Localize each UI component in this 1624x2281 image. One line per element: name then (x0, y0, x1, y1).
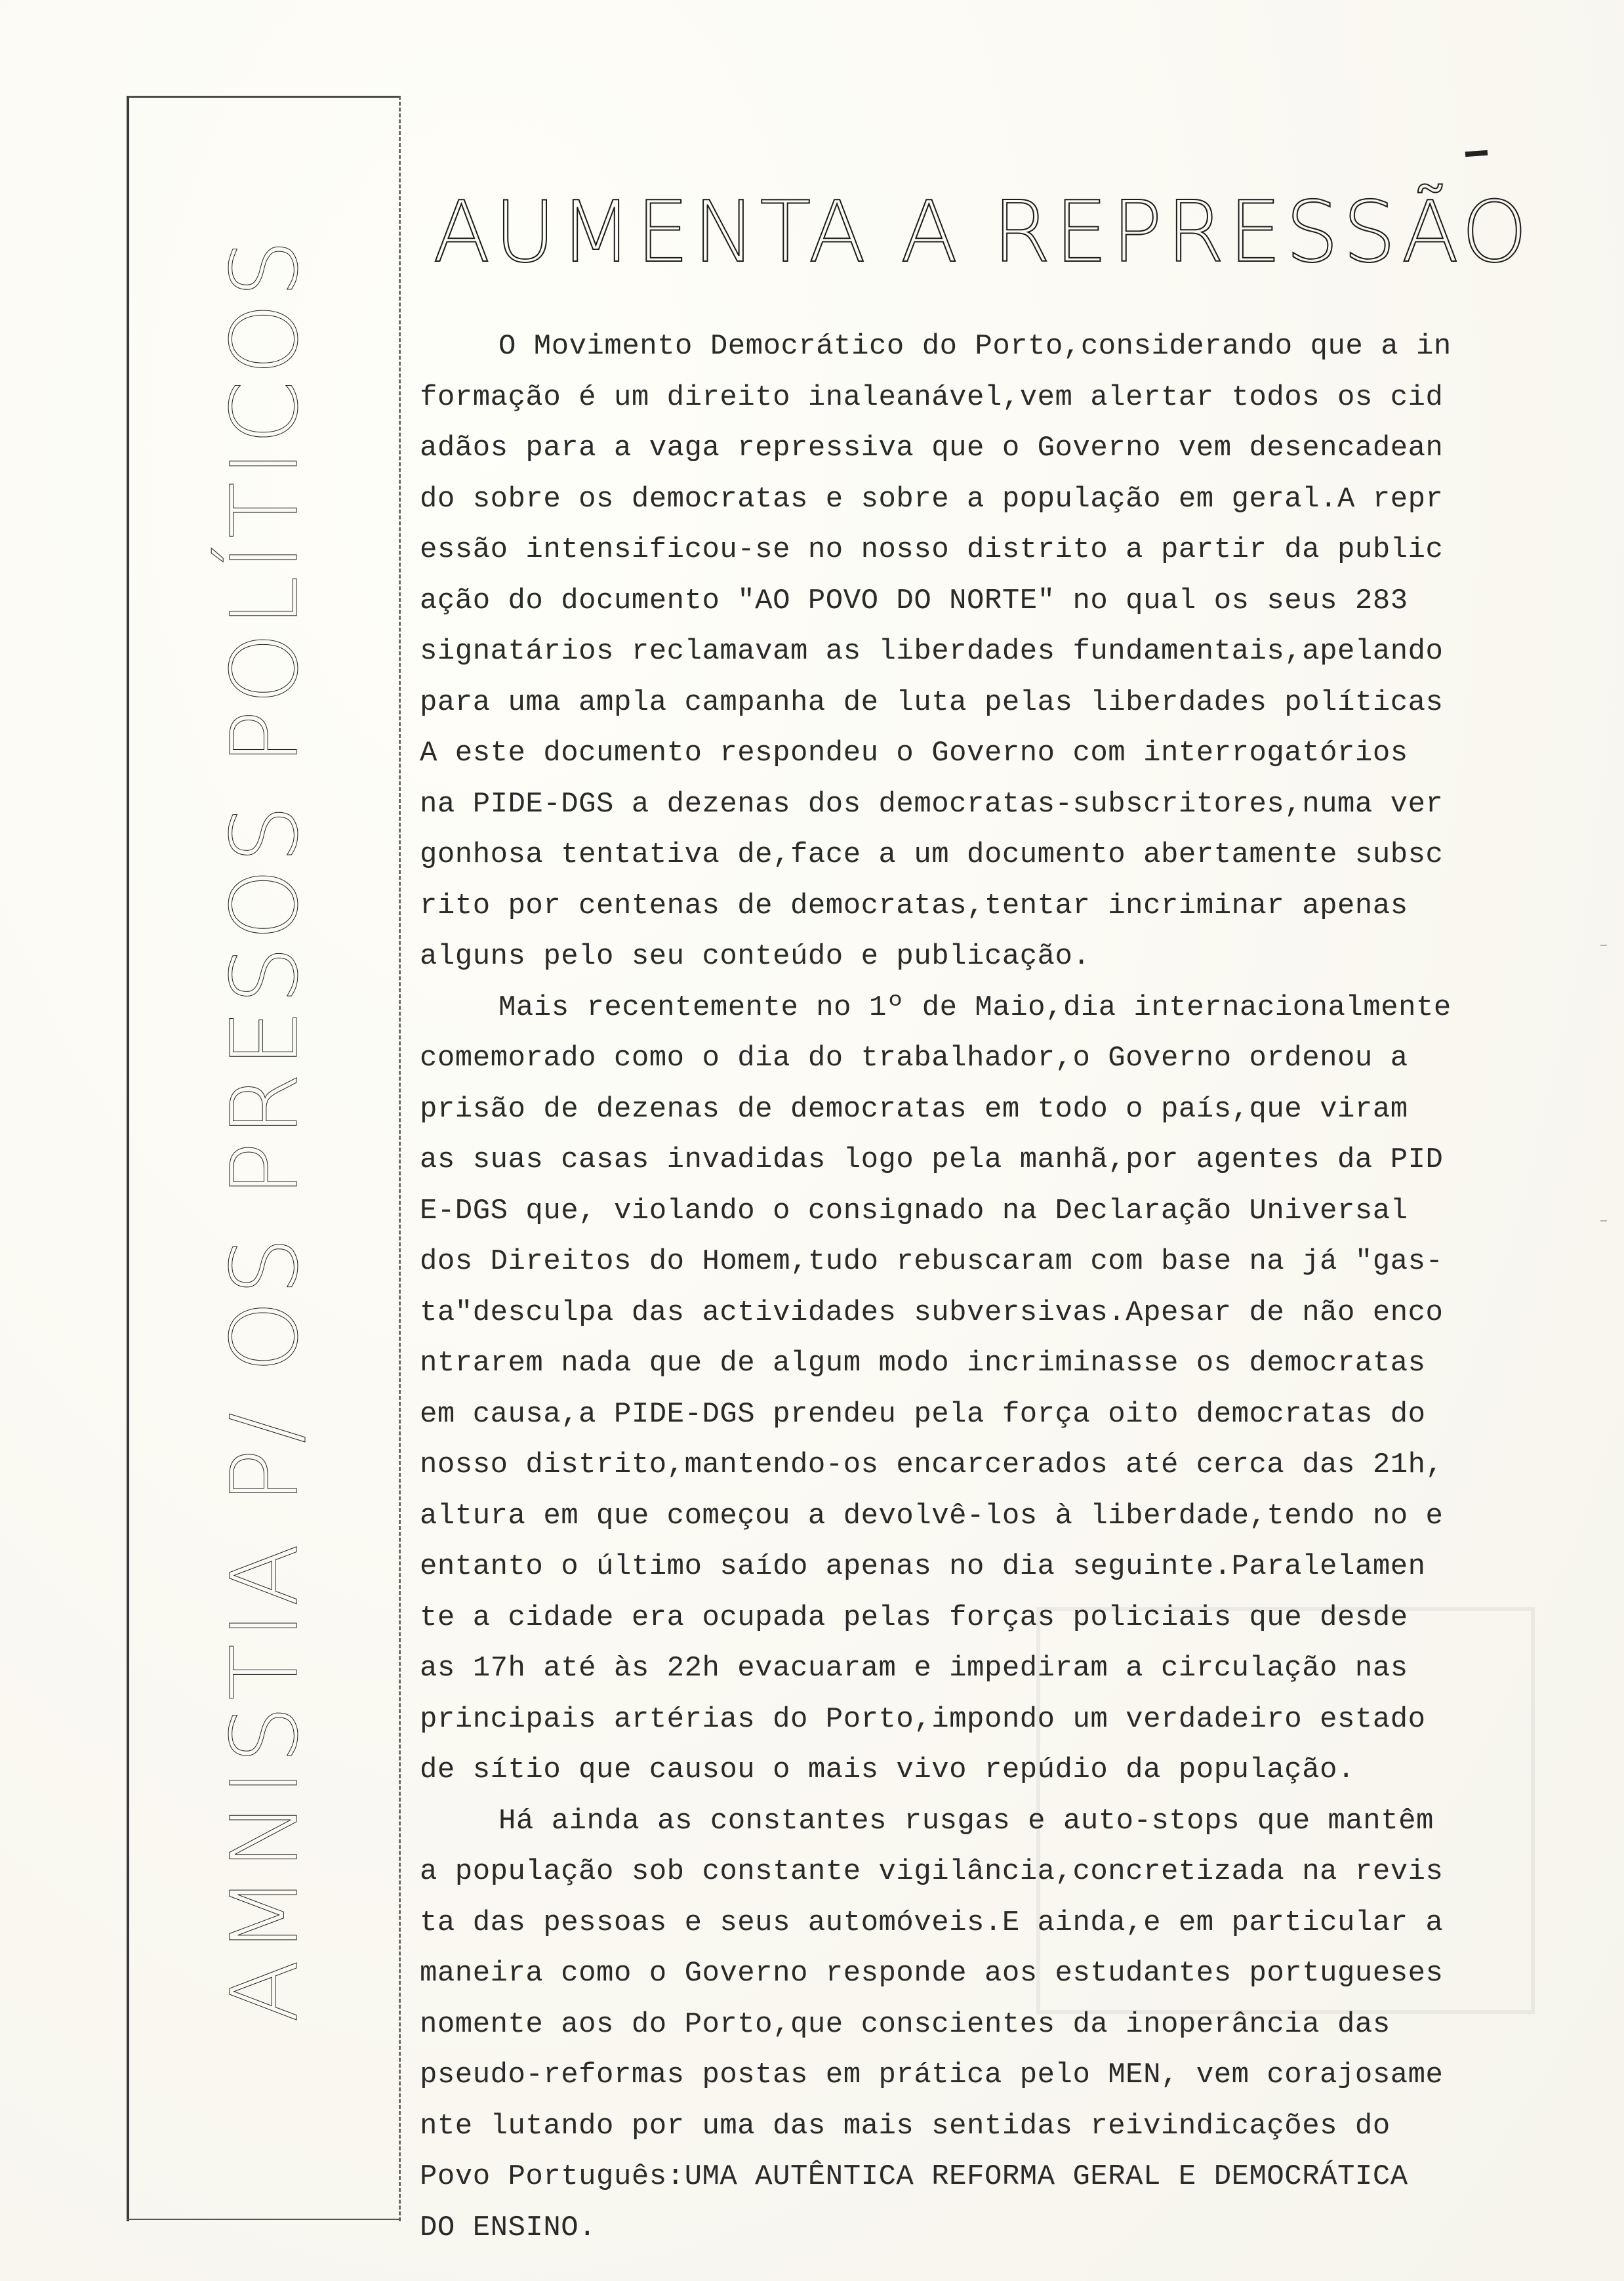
text-line: ta das pessoas e seus automóveis.E ainda,e em particular a (420, 1906, 1444, 1939)
body-text (420, 321, 1587, 2253)
text-line: A este documento respondeu o Governo com interrogatórios (420, 737, 1408, 770)
text-line: nomente aos do Porto,que conscientes da inoperância das (420, 2007, 1391, 2041)
text-line: do sobre os democratas e sobre a população em geral.A repr (420, 482, 1444, 516)
text-line: ntrarem nada que de algum modo incriminasse os democratas (420, 1347, 1426, 1380)
text-line: as 17h até às 22h evacuaram e impediram a circulação nas (420, 1652, 1408, 1685)
sidebar-frame-bottom (127, 2219, 401, 2220)
text-line: na PIDE-DGS a dezenas dos democratas-subscritores,numa ver (420, 787, 1444, 821)
text-line: pseudo-reformas postas em prática pelo MEN, vem corajosame (420, 2059, 1444, 2091)
margin-mark (1600, 1220, 1607, 1222)
text-line: em causa,a PIDE-DGS prendeu pela força oito democratas do (420, 1397, 1426, 1431)
text-line: alguns pelo seu conteúdo e publicação. (420, 940, 1091, 973)
text-line: as suas casas invadidas logo pela manhã,por agentes da PID (420, 1143, 1444, 1176)
text-line: ação do documento "AO POVO DO NORTE" no qual os seus 283 (420, 584, 1408, 617)
text-line: Há ainda as constantes rusgas e auto-stops que mantêm (498, 1804, 1434, 1838)
text-line: altura em que começou a devolvê-los à liberdade,tendo no e (420, 1499, 1444, 1532)
text-line: adãos para a vaga repressiva que o Governo vem desencadean (420, 432, 1444, 464)
text-line: nte lutando por uma das mais sentidas reivindicações do (420, 2109, 1391, 2143)
margin-mark (1600, 945, 1607, 946)
text-line: te a cidade era ocupada pelas forças policiais que desde (420, 1601, 1408, 1634)
text-line: principais artérias do Porto,impondo um verdadeiro estado (420, 1702, 1426, 1736)
text-line: DO ENSINO. (420, 2211, 597, 2244)
text-line: O Movimento Democrático do Porto,considerando que a in (498, 330, 1451, 363)
text-line: de sítio que causou o mais vivo repúdio da população. (420, 1754, 1355, 1786)
text-line: comemorado como o dia do trabalhador,o Governo ordenou a (420, 1042, 1408, 1075)
sidebar-slogan: AMNISTIA P/ OS PRESOS POLÍTICOS (212, 234, 319, 2023)
text-line: E-DGS que, violando o consignado na Declaração Universal (420, 1194, 1408, 1227)
text-line: maneira como o Governo responde aos estudantes portugueses (420, 1957, 1444, 1990)
text-line: Povo Português:UMA AUTÊNTICA REFORMA GERAL E DEMOCRÁTICA (420, 2160, 1408, 2193)
text-line: rito por centenas de democratas,tentar incriminar apenas (420, 889, 1408, 922)
text-line: formação é um direito inaleanável,vem alertar todos os cid (420, 380, 1444, 414)
text-line: ta"desculpa das actividades subversivas.Apesar de não enco (420, 1296, 1444, 1329)
page-title: AUMENTA A REPRESSÃO (433, 184, 1532, 281)
text-line: nosso distrito,mantendo-os encarcerados até cerca das 21h, (420, 1449, 1444, 1481)
text-line: prisão de dezenas de democratas em todo o país,que viram (420, 1092, 1408, 1126)
text-line: entanto o último saído apenas no dia seguinte.Paralelamen (420, 1550, 1426, 1583)
text-line: gonhosa tentativa de,face a um documento abertamente subsc (420, 838, 1444, 871)
text-line: a população sob constante vigilância,concretizada na revis (420, 1855, 1444, 1888)
text-line: essão intensificou-se no nosso distrito a partir da public (420, 533, 1444, 566)
headline-tilde-mark (1465, 150, 1488, 157)
text-line: Mais recentemente no 1º de Maio,dia internacionalmente (498, 991, 1451, 1024)
text-line: dos Direitos do Homem,tudo rebuscaram com base na já "gas- (420, 1245, 1444, 1278)
text-line: signatários reclamavam as liberdades fundamentais,apelando (420, 635, 1444, 668)
text-line: para uma ampla campanha de luta pelas liberdades políticas (420, 686, 1444, 719)
